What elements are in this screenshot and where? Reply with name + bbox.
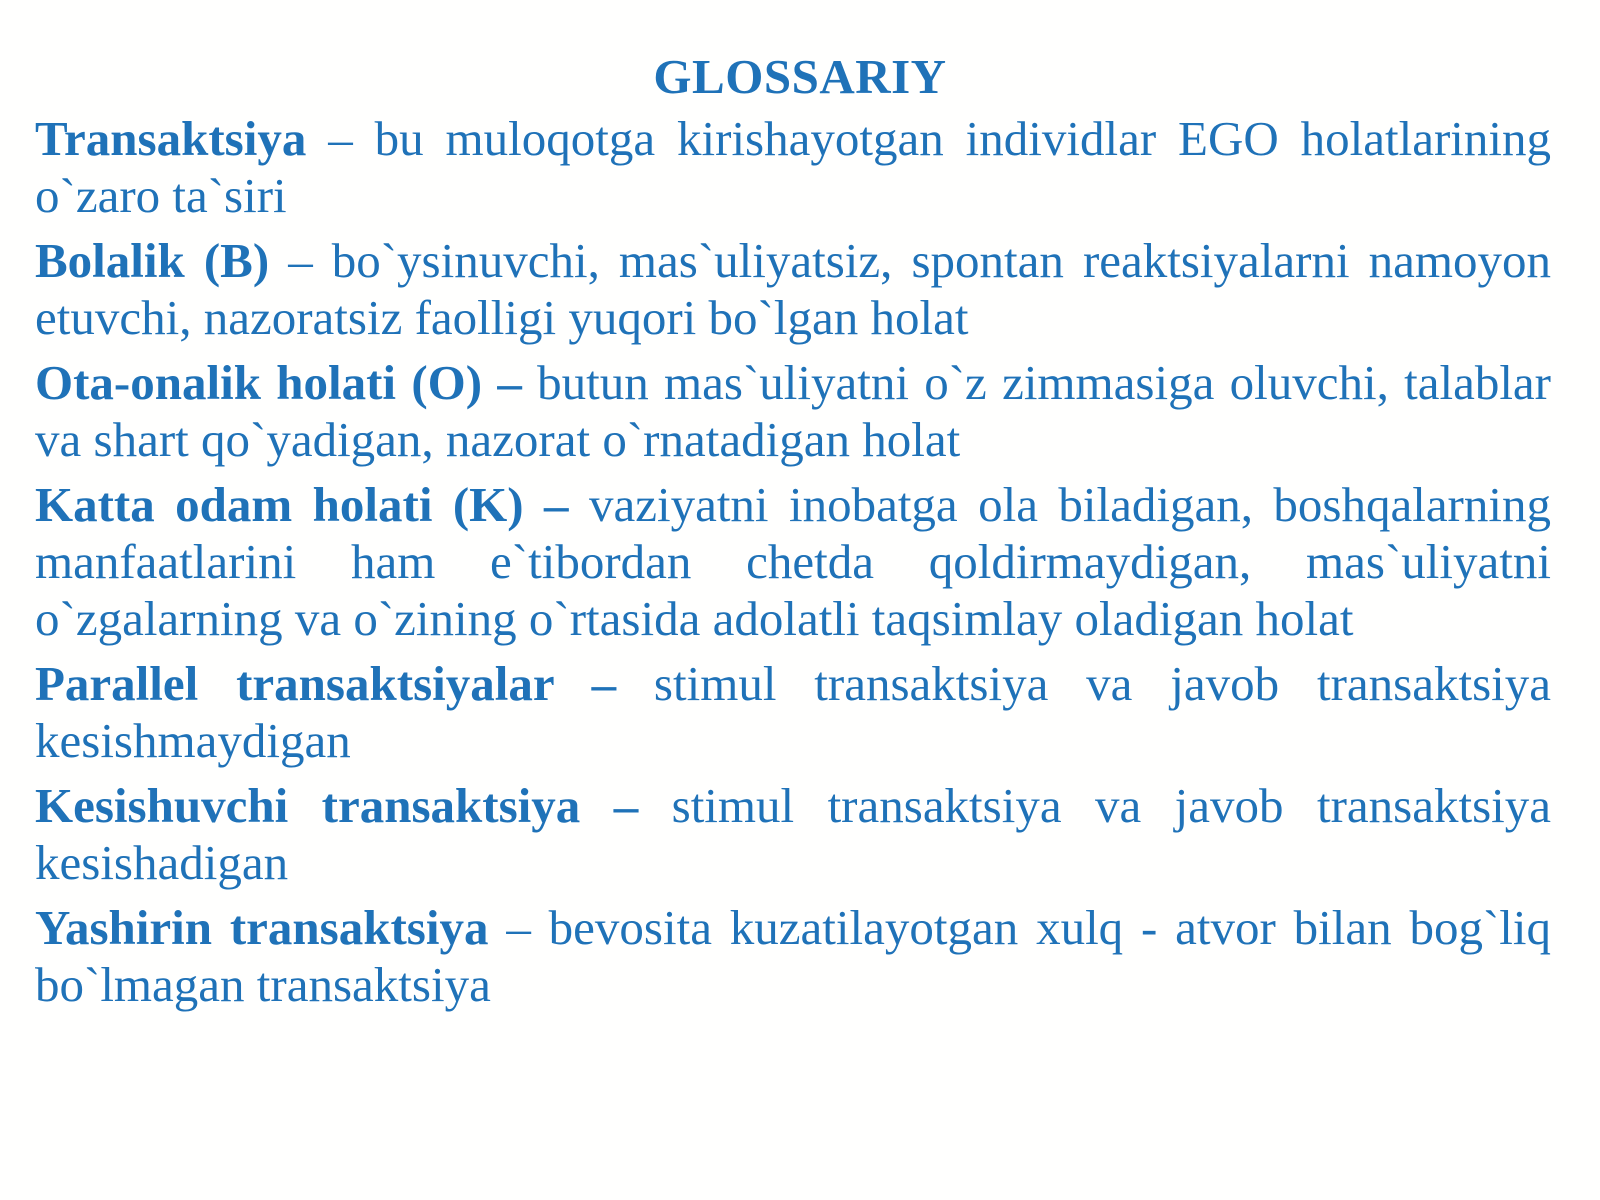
page-title: GLOSSARIY bbox=[653, 49, 947, 104]
glossary-entry bbox=[35, 354, 1551, 468]
glossary-term: Parallel transaktsiyalar – bbox=[35, 656, 617, 711]
glossary-definition: – bu muloqotga kirishayotgan individlar EGO holatlarining o`zaro ta`siri bbox=[35, 111, 1551, 223]
glossary-definition: butun mas`uliyatni o`z zimmasiga oluvchi, talablar va shart qo`yadigan, nazorat o`rnatadigan holat bbox=[35, 355, 1552, 467]
glossary-entry bbox=[35, 899, 1551, 1013]
glossary-entry bbox=[35, 777, 1551, 891]
glossary-entry bbox=[35, 655, 1551, 769]
glossary-term: Yashirin transaktsiya bbox=[35, 900, 489, 955]
glossary-entry bbox=[35, 476, 1551, 647]
glossary-definition: vaziyatni inobatga ola biladigan, boshqalarning manfaatlarini ham e`tibordan chetda qoldirmaydigan, mas`uliyatni o`zgalarning va o`zining o`rtasida adolatli taqsimlay oladigan holat bbox=[35, 477, 1551, 646]
glossary-definition: stimul transaktsiya va javob transaktsiya kesishmaydigan bbox=[35, 656, 1552, 768]
glossary-definition: – bo`ysinuvchi, mas`uliyatsiz, spontan reaktsiyalarni namoyon etuvchi, nazoratsiz faolligi yuqori bo`lgan holat bbox=[35, 233, 1551, 345]
glossary-definition: – bevosita kuzatilayotgan xulq - atvor bilan bog`liq bo`lmagan transaktsiya bbox=[35, 900, 1552, 1012]
glossary-term: Kesishuvchi transaktsiya – bbox=[35, 778, 639, 833]
glossary-list bbox=[35, 110, 1551, 1021]
glossary-term: Transaktsiya bbox=[35, 111, 307, 166]
glossary-term: Ota-onalik holati (O) – bbox=[35, 355, 522, 410]
glossary-entry bbox=[35, 232, 1551, 346]
glossary-term: Katta odam holati (K) – bbox=[35, 477, 569, 532]
glossary-term: Bolalik (B) bbox=[35, 233, 270, 288]
glossary-definition: stimul transaktsiya va javob transaktsiya kesishadigan bbox=[35, 778, 1552, 890]
glossary-entry bbox=[35, 110, 1551, 224]
